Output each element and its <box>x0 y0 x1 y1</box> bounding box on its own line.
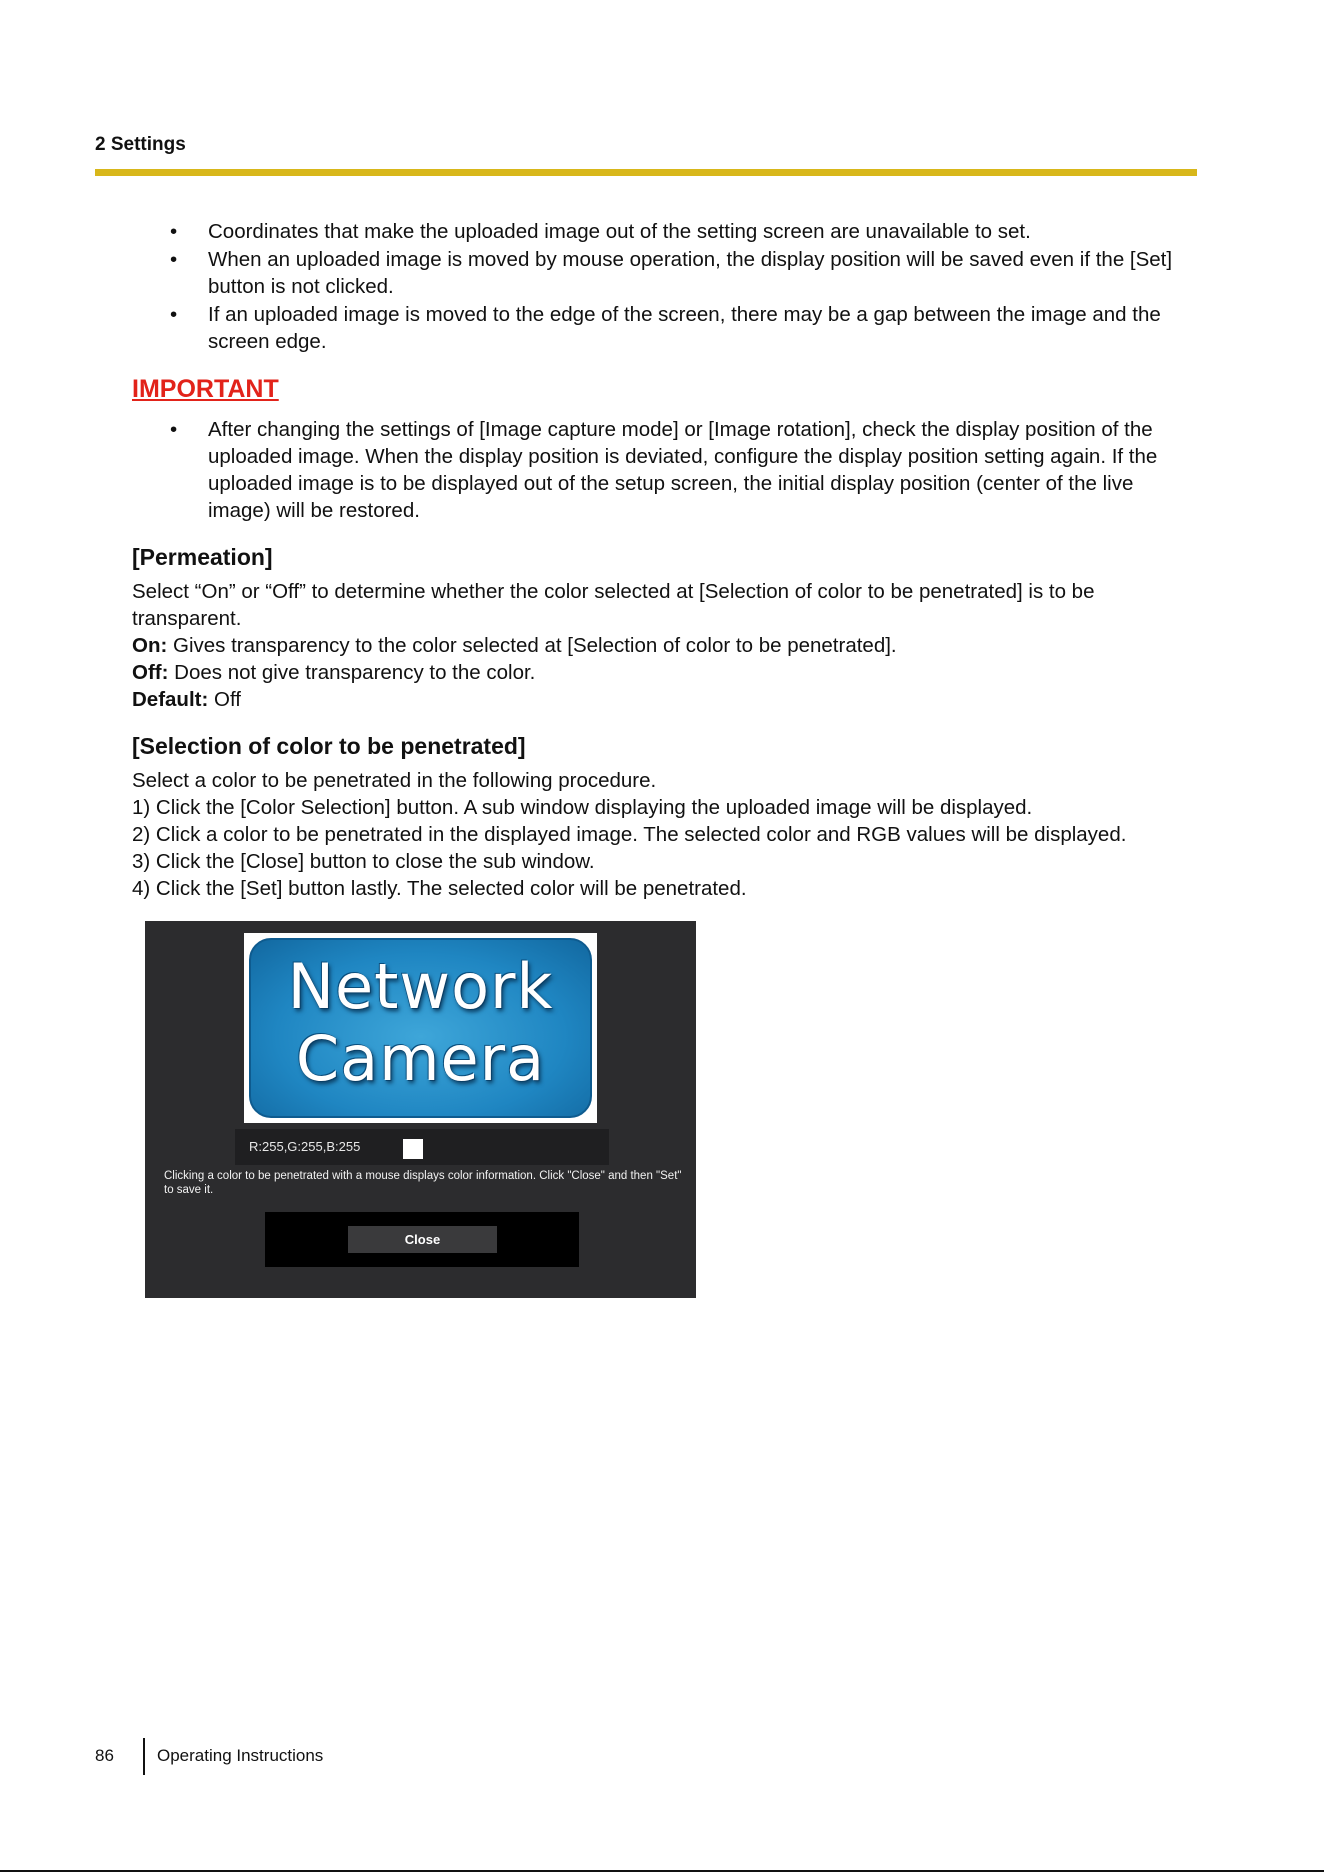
selection-step: 3) Click the [Close] button to close the sub window. <box>132 850 595 873</box>
instruction-hint: Clicking a color to be penetrated with a mouse displays color information. Click "Close" and then "Set" to save it. <box>164 1170 682 1196</box>
bullet-icon: • <box>170 418 178 441</box>
color-selection-subwindow <box>145 921 696 1298</box>
notes-list <box>132 218 1200 355</box>
page-number: 86 <box>95 1746 114 1765</box>
close-button[interactable]: Close <box>348 1226 497 1253</box>
permeation-heading: [Permeation] <box>132 544 273 570</box>
important-heading: IMPORTANT <box>132 375 279 403</box>
selection-intro: Select a color to be penetrated in the following procedure. <box>132 769 657 792</box>
network-camera-logo <box>249 938 592 1118</box>
button-bar <box>265 1212 579 1267</box>
uploaded-image[interactable] <box>244 933 597 1123</box>
list-item: • When an uploaded image is moved by mouse operation, the display position will be saved even if the [Set] button is not clicked. <box>170 248 1173 298</box>
rgb-value: R:255,G:255,B:255 <box>249 1139 361 1154</box>
bullet-icon: • <box>170 303 178 326</box>
header-divider <box>95 169 1197 176</box>
selection-step: 4) Click the [Set] button lastly. The selected color will be penetrated. <box>132 877 747 900</box>
permeation-default: Default: Off <box>132 688 241 711</box>
permeation-description: Select “On” or “Off” to determine whether the color selected at [Selection of color to be penetrated] is to be transparent. <box>132 580 1095 630</box>
color-info-bar <box>235 1129 609 1165</box>
page-section-title: 2 Settings <box>95 134 186 155</box>
bullet-icon: • <box>170 248 178 271</box>
footer-divider <box>143 1738 145 1775</box>
list-item: • If an uploaded image is moved to the edge of the screen, there may be a gap between the image and the screen edge. <box>170 303 1161 353</box>
color-swatch <box>403 1139 423 1159</box>
selection-heading: [Selection of color to be penetrated] <box>132 733 526 759</box>
bullet-icon: • <box>170 220 178 243</box>
logo-text-line2: Camera <box>295 1022 546 1095</box>
selection-step: 1) Click the [Color Selection] button. A sub window displaying the uploaded image will be displayed. <box>132 796 1033 819</box>
list-item: • Coordinates that make the uploaded image out of the setting screen are unavailable to set. <box>170 220 1031 243</box>
permeation-on: On: Gives transparency to the color selected at [Selection of color to be penetrated]. <box>132 634 897 657</box>
logo-text-line1: Network <box>287 950 554 1023</box>
main-content <box>132 218 1200 902</box>
permeation-off: Off: Does not give transparency to the color. <box>132 661 536 684</box>
footer-label: Operating Instructions <box>157 1746 324 1765</box>
list-item: • After changing the settings of [Image capture mode] or [Image rotation], check the display position of the uploaded image. When the display position is deviated, configure the display position setting again. If the uploaded image is to be displayed out of the setup screen, the initial display position (center of the live image) will be restored. <box>170 418 1158 522</box>
important-list <box>132 416 1200 524</box>
selection-step: 2) Click a color to be penetrated in the displayed image. The selected color and RGB values will be displayed. <box>132 823 1127 846</box>
